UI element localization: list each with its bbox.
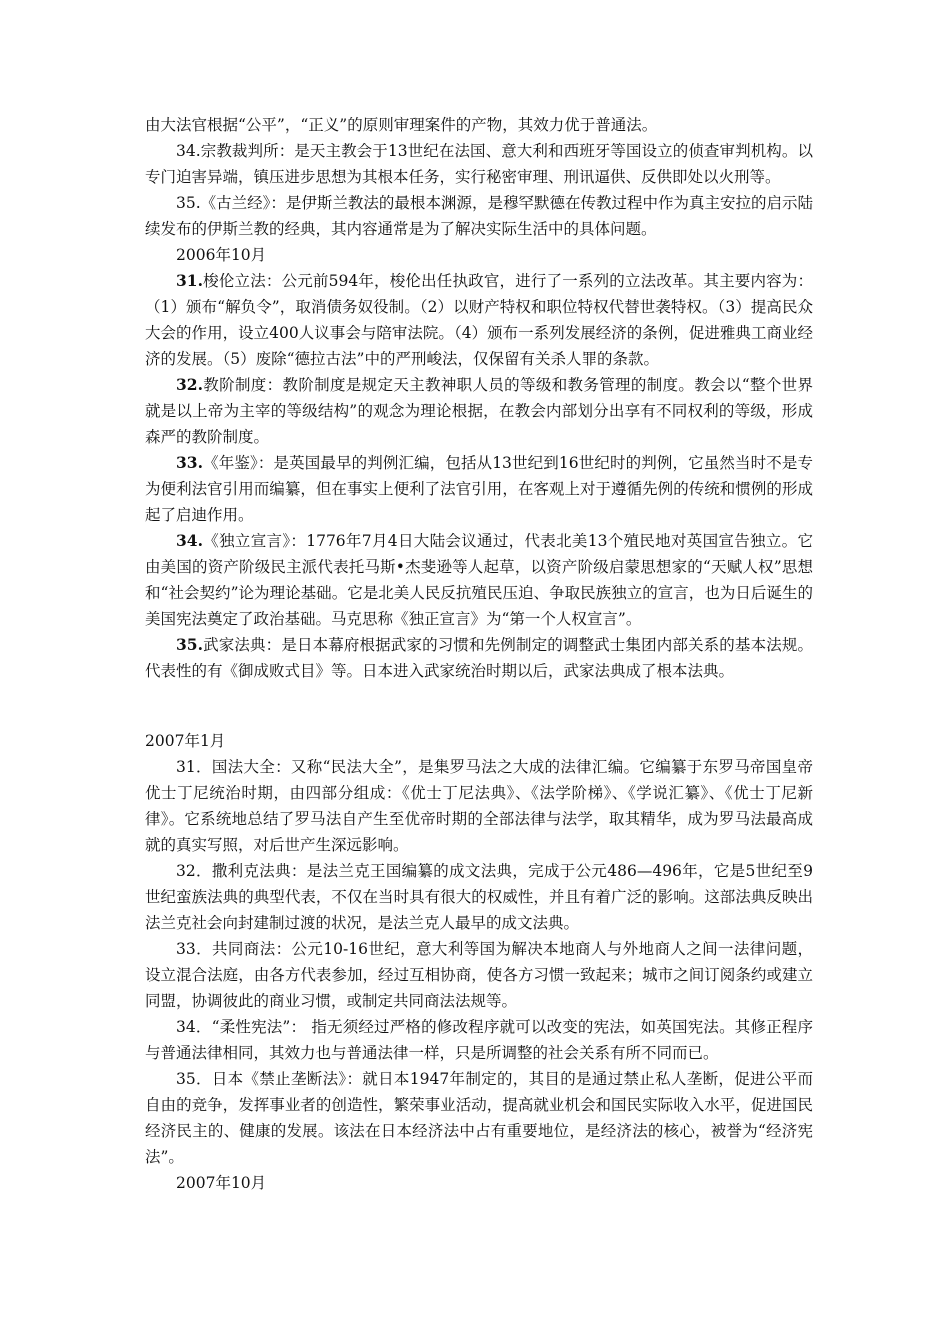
item-number: 34. — [176, 531, 203, 550]
section-spacer — [145, 684, 813, 728]
list-item — [145, 1066, 813, 1170]
item-number: 34． — [176, 1018, 212, 1036]
list-item — [145, 372, 813, 450]
item-number: 35． — [176, 1070, 212, 1088]
list-item — [145, 1014, 813, 1066]
item-text: 《独立宣言》：1776年7月4日大陆会议通过，代表北美13个殖民地对英国宣告独立。它由美国的资产阶级民主派代表托马斯•杰斐逊等人起草，以资产阶级启蒙思想家的“天赋人权”思想和“社会契约”论为理论基础。它是北美人民反抗殖民压迫、争取民族独立的宣言，也为日后诞生的美国宪法奠定了政治基础。马克思称《独正宣言》为“第一个人权宣言”。 — [145, 532, 813, 628]
list-item — [145, 268, 813, 372]
list-item — [145, 754, 813, 858]
item-text: 共同商法：公元10-16世纪，意大利等国为解决本地商人与外地商人之间一法律问题，设立混合法庭，由各方代表参加，经过互相协商，使各方习惯一致起来；城市之间订阅条约或建立同盟，协调彼此的商业习惯，或制定共同商法法规等。 — [145, 940, 813, 1010]
item-text: 武家法典：是日本幕府根据武家的习惯和先例制定的调整武士集团内部关系的基本法规。代表性的有《御成败式目》等。日本进入武家统治时期以后，武家法典成了根本法典。 — [145, 636, 813, 680]
item-text: “柔性宪法”： 指无须经过严格的修改程序就可以改变的宪法，如英国宪法。其修正程序与普通法律相同，其效力也与普通法律一样，只是所调整的社会关系有所不同而已。 — [145, 1018, 813, 1062]
item-number: 31． — [176, 758, 212, 776]
list-item — [145, 190, 813, 242]
item-text: 宗教裁判所：是天主教会于13世纪在法国、意大利和西班牙等国设立的侦查审判机构。以专门迫害异端，镇压进步思想为其根本任务，实行秘密审理、刑讯逼供、反供即处以火刑等。 — [145, 142, 813, 186]
item-number: 35. — [176, 635, 203, 654]
item-text: 梭伦立法：公元前594年，梭伦出任执政官，进行了一系列的立法改革。其主要内容为：（1）颁布“解负令”，取消债务奴役制。（2）以财产特权和职位特权代替世袭特权。（3）提高民众大会的作用，设立400人议事会与陪审法院。（4）颁布一系列发展经济的条例，促进雅典工商业经济的发展。（5）废除“德拉古法”中的严刑峻法，仅保留有关杀人罪的条款。 — [145, 272, 813, 368]
list-item — [145, 450, 813, 528]
item-number: 34. — [176, 142, 201, 160]
list-item — [145, 858, 813, 936]
item-number: 32. — [176, 375, 203, 394]
item-text: 国法大全：又称“民法大全”，是集罗马法之大成的法律汇编。它编纂于东罗马帝国皇帝优士丁尼统治时期，由四部分组成：《优士丁尼法典》、《法学阶梯》、《学说汇纂》、《优士丁尼新律》。它系统地总结了罗马法自产生至优帝时期的全部法律与法学，取其精华，成为罗马法最高成就的真实写照，对后世产生深远影响。 — [145, 758, 813, 854]
section-heading-2007-10: 2007年10月 — [176, 1174, 267, 1192]
section-heading-2007-1: 2007年1月 — [145, 732, 226, 750]
item-text: 日本《禁止垄断法》：就日本1947年制定的，其目的是通过禁止私人垄断，促进公平而自由的竞争，发挥事业者的创造性，繁荣事业活动，提高就业机会和国民实际收入水平，促进国民经济民主的、健康的发展。该法在日本经济法中占有重要地位，是经济法的核心，被誉为“经济宪法”。 — [145, 1070, 813, 1166]
item-number: 31. — [176, 271, 203, 290]
item-text: 撒利克法典：是法兰克王国编纂的成文法典，完成于公元486—496年，它是5世纪至9世纪蛮族法典的典型代表，不仅在当时具有很大的权威性，并且有着广泛的影响。这部法典反映出法兰克社会向封建制过渡的状况，是法兰克人最早的成文法典。 — [145, 862, 813, 932]
item-text: 《古兰经》：是伊斯兰教法的最根本渊源，是穆罕默德在传教过程中作为真主安拉的启示陆续发布的伊斯兰教的经典，其内容通常是为了解决实际生活中的具体问题。 — [145, 194, 813, 238]
item-number: 32． — [176, 862, 212, 880]
document-body — [145, 112, 813, 1196]
section-heading-2006-10: 2006年10月 — [176, 246, 267, 264]
item-number: 35. — [176, 194, 201, 212]
list-item — [145, 138, 813, 190]
list-item — [145, 632, 813, 684]
item-number: 33. — [176, 453, 203, 472]
list-item — [145, 936, 813, 1014]
list-item — [145, 528, 813, 632]
item-text: 《年鉴》：是英国最早的判例汇编，包括从13世纪到16世纪时的判例，它虽然当时不是专为便利法官引用而编纂，但在事实上便利了法官引用，在客观上对于遵循先例的传统和惯例的形成起了启迪作用。 — [145, 454, 813, 524]
opening-paragraph: 由大法官根据“公平”，“正义”的原则审理案件的产物，其效力优于普通法。 — [145, 116, 658, 134]
item-number: 33． — [176, 940, 213, 958]
item-text: 教阶制度：教阶制度是规定天主教神职人员的等级和教务管理的制度。教会以“整个世界就是以上帝为主宰的等级结构”的观念为理论根据，在教会内部划分出享有不同权利的等级，形成森严的教阶制度。 — [145, 376, 813, 446]
